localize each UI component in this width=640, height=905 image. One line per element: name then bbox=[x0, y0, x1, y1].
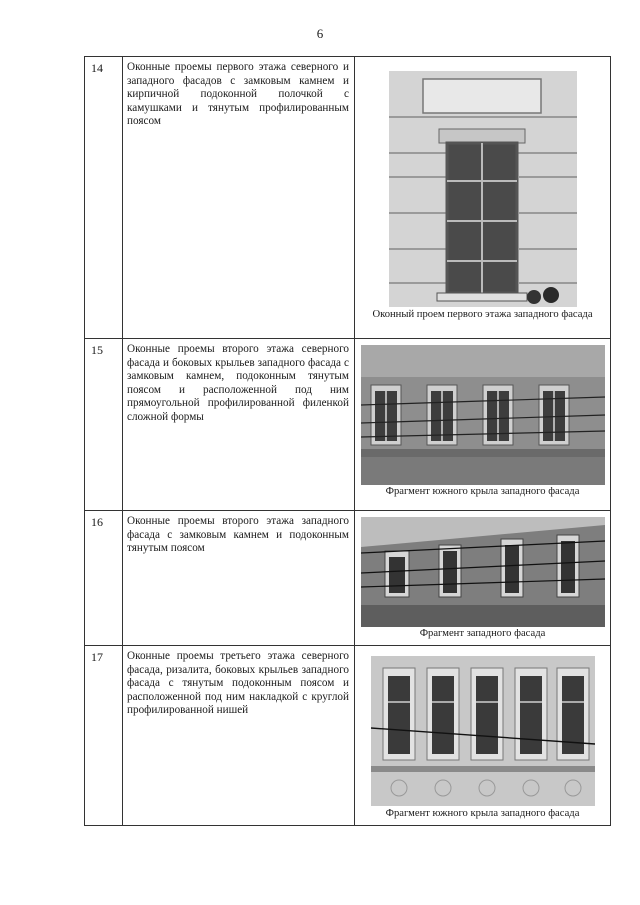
facade-photo-icon bbox=[361, 345, 605, 485]
photo-caption: Фрагмент южного крыла западного фасада bbox=[385, 486, 580, 497]
photo-cell bbox=[355, 57, 611, 339]
table-row bbox=[85, 57, 611, 339]
row-number: 15 bbox=[85, 339, 123, 511]
photo-cell bbox=[355, 511, 611, 646]
row-description: Оконные проемы второго этажа западного фасада с замковым камнем и подоконным тянутым поясом bbox=[127, 515, 349, 555]
monument-elements-table bbox=[84, 56, 611, 826]
row-description: Оконные проемы первого этажа северного и западного фасадов с замковым камнем и кирпичной подоконной полочкой с камушками и тянутым профилированным поясом bbox=[127, 61, 349, 128]
photo-caption: Оконный проем первого этажа западного фасада bbox=[372, 309, 593, 320]
row-number: 17 bbox=[85, 646, 123, 826]
facade-photo-icon bbox=[371, 656, 595, 806]
row-description-cell bbox=[123, 339, 355, 511]
photo-cell bbox=[355, 646, 611, 826]
row-description-cell bbox=[123, 57, 355, 339]
page-number: 6 bbox=[316, 26, 324, 41]
row-description-cell bbox=[123, 646, 355, 826]
table-row bbox=[85, 339, 611, 511]
window-photo-icon bbox=[389, 71, 577, 307]
photo-caption: Фрагмент западного фасада bbox=[419, 628, 546, 639]
row-number: 14 bbox=[85, 57, 123, 339]
table-row bbox=[85, 646, 611, 826]
row-number: 16 bbox=[85, 511, 123, 646]
photo-cell bbox=[355, 339, 611, 511]
row-description: Оконные проемы третьего этажа северного фасада, ризалита, боковых крыльев западного фасада с тянутым подоконным поясом и расположенной под ним накладкой с круглой профилированной нишей bbox=[127, 650, 349, 717]
facade-photo-icon bbox=[361, 517, 605, 627]
row-description-cell bbox=[123, 511, 355, 646]
row-description: Оконные проемы второго этажа северного фасада и боковых крыльев западного фасада с замковым камнем, подоконным тянутым поясом и расположенной под ним прямоугольной профилированной филенкой сложной формы bbox=[127, 343, 349, 423]
table-row bbox=[85, 511, 611, 646]
photo-caption: Фрагмент южного крыла западного фасада bbox=[385, 808, 580, 819]
